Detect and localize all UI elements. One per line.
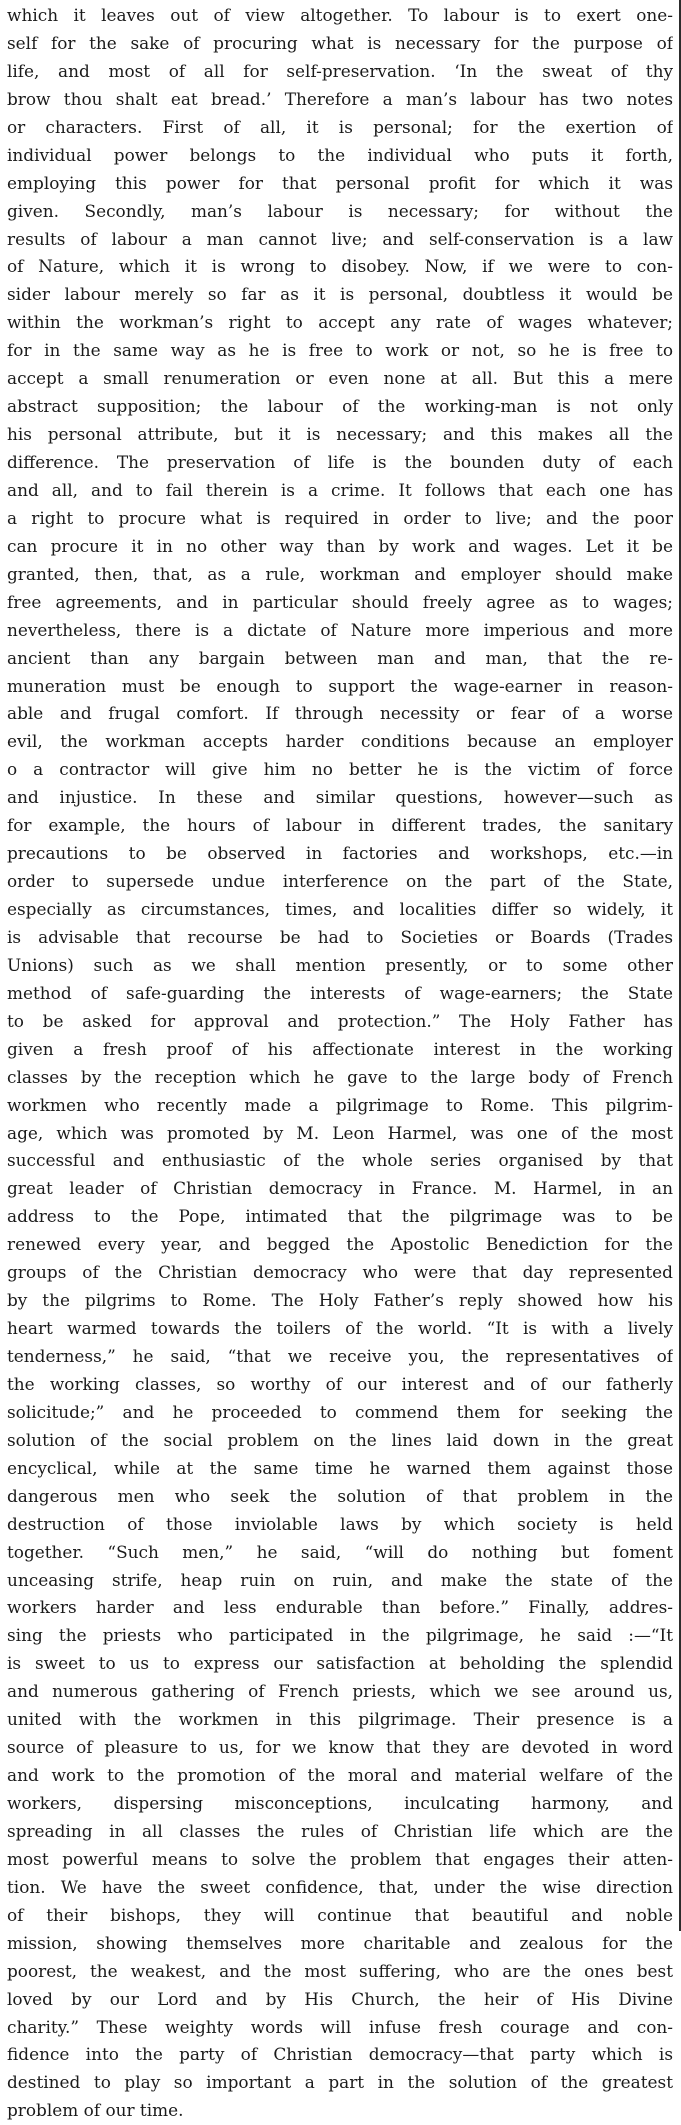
text-line: free agreements, and in particular should freely agree as to wages; xyxy=(7,591,673,612)
text-line: together. “Such men,” he said, “will do nothing but foment xyxy=(7,1541,673,1562)
text-line: successful and enthusiastic of the whole series organised by that xyxy=(7,1150,673,1171)
text-line: heart warmed towards the toilers of the world. “It is with a lively xyxy=(7,1318,673,1339)
text-line: or characters. First of all, it is personal; for the exertion of xyxy=(7,116,673,137)
text-line: especially as circumstances, times, and localities differ so widely, it xyxy=(7,899,673,919)
text-line: loved by our Lord and by His Church, the heir of His Divine xyxy=(7,1988,673,2009)
text-line: source of pleasure to us, for we know that they are devoted in word xyxy=(7,1737,673,1758)
text-line: sing the priests who participated in the pilgrimage, he said :—“It xyxy=(7,1625,673,1646)
text-line: abstract supposition; the labour of the working-man is not only xyxy=(7,396,673,417)
text-line: united with the workmen in this pilgrimage. Their presence is a xyxy=(7,1709,673,1730)
text-line: order to supersede undue interference on the part of the State, xyxy=(7,871,673,892)
text-line: evil, the workman accepts harder conditions because an employer xyxy=(7,731,673,752)
text-line: to be asked for approval and protection.” The Holy Father has xyxy=(7,1010,673,1031)
text-line: for example, the hours of labour in different trades, the sanitary xyxy=(7,815,673,836)
text-line: destruction of those inviolable laws by which society is held xyxy=(7,1513,673,1534)
text-line: by the pilgrims to Rome. The Holy Father’s reply showed how his xyxy=(7,1290,673,1311)
text-line: classes by the reception which he gave to the large body of French xyxy=(7,1066,673,1087)
text-line: nevertheless, there is a dictate of Nature more imperious and more xyxy=(7,619,673,640)
text-line: can procure it in no other way than by work and wages. Let it be xyxy=(7,535,673,556)
text-line: brow thou shalt eat bread.’ Therefore a man’s labour has two notes xyxy=(7,88,673,109)
text-line: which it leaves out of view altogether. To labour is to exert one- xyxy=(7,5,673,25)
text-line: and work to the promotion of the moral and material welfare of the xyxy=(7,1765,673,1786)
text-line: within the workman’s right to accept any rate of wages whatever; xyxy=(7,312,673,333)
text-line: and injustice. In these and similar questions, however—such as xyxy=(7,787,673,808)
text-line: workmen who recently made a pilgrimage to Rome. This pilgrim- xyxy=(7,1094,673,1115)
text-line: address to the Pope, intimated that the pilgrimage was to be xyxy=(7,1206,673,1227)
text-line: spreading in all classes the rules of Christian life which are the xyxy=(7,1820,673,1841)
text-line: and numerous gathering of French priests, which we see around us, xyxy=(7,1681,673,1702)
text-line: encyclical, while at the same time he warned them against those xyxy=(7,1457,673,1478)
text-line: able and frugal comfort. If through necessity or fear of a worse xyxy=(7,703,673,724)
text-line: of Nature, which it is wrong to disobey. Now, if we were to con- xyxy=(7,256,673,277)
text-line: most powerful means to solve the problem that engages their atten- xyxy=(7,1848,673,1869)
text-line: unceasing strife, heap ruin on ruin, and make the state of the xyxy=(7,1569,673,1590)
text-line: of their bishops, they will continue that beautiful and noble xyxy=(7,1904,673,1925)
text-line: is advisable that recourse be had to Societies or Boards (Trades xyxy=(7,926,673,947)
text-line: a right to procure what is required in order to live; and the poor xyxy=(7,507,673,528)
text-line: destined to play so important a part in the solution of the greatest xyxy=(7,2072,673,2093)
text-line: age, which was promoted by M. Leon Harmel, was one of the most xyxy=(7,1122,673,1143)
text-line: o a contractor will give him no better he is the victim of force xyxy=(7,759,673,780)
text-line: is sweet to us to express our satisfaction at beholding the splendid xyxy=(7,1653,673,1674)
text-line: self for the sake of procuring what is necessary for the purpose of xyxy=(7,32,673,53)
text-line: solution of the social problem on the lines laid down in the great xyxy=(7,1429,673,1450)
text-line: difference. The preservation of life is the bounden duty of each xyxy=(7,452,673,472)
text-line: workers, dispersing misconceptions, inculcating harmony, and xyxy=(7,1793,673,1813)
text-line: charity.” These weighty words will infuse fresh courage and con- xyxy=(7,2016,673,2037)
text-line: tion. We have the sweet confidence, that, under the wise direction xyxy=(7,1876,673,1897)
text-line: results of labour a man cannot live; and self-conservation is a law xyxy=(7,228,673,249)
text-line: and all, and to fail therein is a crime. It follows that each one has xyxy=(7,479,673,500)
text-line: dangerous men who seek the solution of that problem in the xyxy=(7,1485,673,1506)
text-line: individual power belongs to the individual who puts it forth, xyxy=(7,144,673,165)
text-line: poorest, the weakest, and the most suffering, who are the ones best xyxy=(7,1960,673,1981)
text-line: fidence into the party of Christian democracy—that party which is xyxy=(7,2044,673,2065)
text-line: problem of our time. xyxy=(7,2100,184,2121)
text-line: great leader of Christian democracy in France. M. Harmel, in an xyxy=(7,1178,673,1199)
text-line: precautions to be observed in factories and workshops, etc.—in xyxy=(7,843,673,864)
text-line: sider labour merely so far as it is personal, doubtless it would be xyxy=(7,284,673,305)
text-line: his personal attribute, but it is necessary; and this makes all the xyxy=(7,424,673,445)
text-line: accept a small renumeration or even none at all. But this a mere xyxy=(7,368,673,389)
text-line: given a fresh proof of his affectionate interest in the working xyxy=(7,1038,673,1059)
text-line: groups of the Christian democracy who were that day represented xyxy=(7,1262,673,1283)
text-line: granted, then, that, as a rule, workman and employer should make xyxy=(7,563,673,584)
text-line: mission, showing themselves more charitable and zealous for the xyxy=(7,1932,673,1953)
text-line: tenderness,” he said, “that we receive you, the representatives of xyxy=(7,1346,673,1366)
text-line: method of safe-guarding the interests of wage-earners; the State xyxy=(7,982,673,1003)
text-line: Unions) such as we shall mention presently, or to some other xyxy=(7,954,673,975)
text-line: the working classes, so worthy of our interest and of our fatherly xyxy=(7,1373,673,1394)
text-line: muneration must be enough to support the wage-earner in reason- xyxy=(7,675,673,696)
text-line: workers harder and less endurable than before.” Finally, addres- xyxy=(7,1597,673,1618)
text-line: solicitude;” and he proceeded to commend them for seeking the xyxy=(7,1401,673,1422)
text-line: for in the same way as he is free to work or not, so he is free to xyxy=(7,340,673,361)
text-line: employing this power for that personal profit for which it was xyxy=(7,172,673,193)
article-text xyxy=(7,2,673,2125)
text-line: given. Secondly, man’s labour is necessary; for without the xyxy=(7,200,673,221)
text-line: life, and most of all for self-preservation. ‘In the sweat of thy xyxy=(7,60,673,81)
text-line: renewed every year, and begged the Apostolic Benediction for the xyxy=(7,1234,673,1255)
text-line: ancient than any bargain between man and man, that the re- xyxy=(7,647,673,668)
